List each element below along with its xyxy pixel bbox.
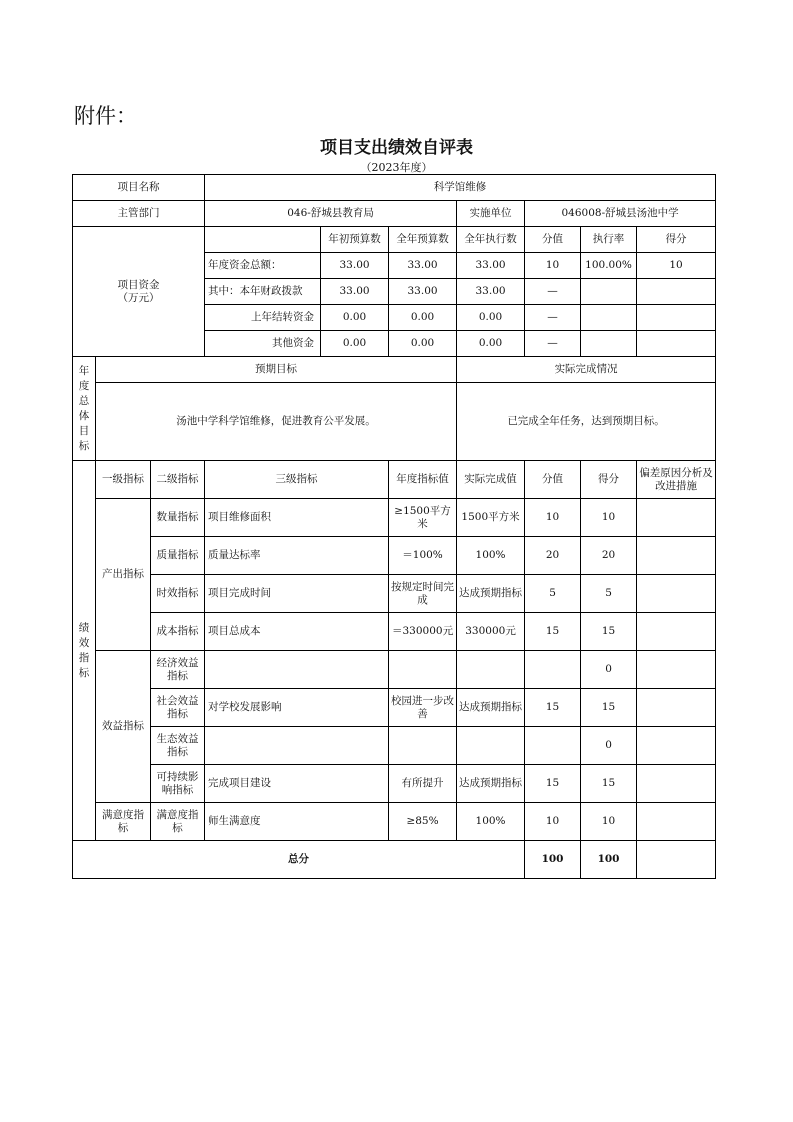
indicator-row	[73, 651, 716, 689]
score: 10	[581, 803, 637, 841]
score: 15	[581, 689, 637, 727]
funds-header-rate: 执行率	[581, 227, 637, 253]
level3-indicator	[205, 651, 389, 689]
header-score-value: 分值	[525, 461, 581, 499]
actual-value: 330000元	[457, 613, 525, 651]
actual-value: 达成预期指标	[457, 689, 525, 727]
funds-row-label: 上年结转资金	[205, 305, 321, 331]
score: 15	[581, 765, 637, 803]
level3-indicator: 完成项目建设	[205, 765, 389, 803]
score: 15	[581, 613, 637, 651]
score-value	[525, 651, 581, 689]
funds-header-executed: 全年执行数	[457, 227, 525, 253]
level2-indicator: 质量指标	[151, 537, 205, 575]
level3-indicator: 质量达标率	[205, 537, 389, 575]
actual-value: 达成预期指标	[457, 575, 525, 613]
target-value: ＝330000元	[389, 613, 457, 651]
score-value: 15	[525, 689, 581, 727]
indicator-row	[73, 689, 716, 727]
score: 10	[581, 499, 637, 537]
indicator-row	[73, 613, 716, 651]
funds-header-score: 得分	[637, 227, 716, 253]
level1-indicator: 产出指标	[96, 499, 151, 651]
deviation-reason	[637, 765, 716, 803]
header-actual: 实际完成值	[457, 461, 525, 499]
total-score: 100	[581, 841, 637, 879]
expected-goal-text: 汤池中学科学馆维修，促进教育公平发展。	[96, 383, 457, 461]
score-value: 10	[525, 499, 581, 537]
level3-indicator: 项目维修面积	[205, 499, 389, 537]
target-value: ＝100%	[389, 537, 457, 575]
project-name-value: 科学馆维修	[205, 175, 716, 201]
funds-initial: 33.00	[321, 279, 389, 305]
dept-label: 主管部门	[73, 201, 205, 227]
actual-value: 100%	[457, 537, 525, 575]
level2-indicator: 社会效益指标	[151, 689, 205, 727]
total-label: 总分	[73, 841, 525, 879]
annual-goal-header-row	[73, 357, 716, 383]
funds-header-annual: 全年预算数	[389, 227, 457, 253]
funds-rate: 100.00%	[581, 253, 637, 279]
total-score-value: 100	[525, 841, 581, 879]
indicator-row	[73, 537, 716, 575]
actual-completion-header: 实际完成情况	[457, 357, 716, 383]
indicator-row	[73, 765, 716, 803]
target-value: 按规定时间完成	[389, 575, 457, 613]
funds-rate	[581, 331, 637, 357]
annual-goal-label: 年 度 总 体 目 标	[73, 357, 96, 461]
funds-annual: 33.00	[389, 279, 457, 305]
level2-indicator: 可持续影响指标	[151, 765, 205, 803]
actual-completion-text: 已完成全年任务，达到预期目标。	[457, 383, 716, 461]
indicator-row	[73, 575, 716, 613]
funds-header-row	[73, 227, 716, 253]
target-value: 有所提升	[389, 765, 457, 803]
score-value: 15	[525, 613, 581, 651]
target-value: ≥85%	[389, 803, 457, 841]
deviation-reason	[637, 689, 716, 727]
funds-row-label: 其他资金	[205, 331, 321, 357]
header-level1: 一级指标	[96, 461, 151, 499]
target-value	[389, 727, 457, 765]
funds-label: 项目资金 （万元）	[73, 227, 205, 357]
impl-unit-label: 实施单位	[457, 201, 525, 227]
funds-executed: 0.00	[457, 331, 525, 357]
header-score: 得分	[581, 461, 637, 499]
actual-value	[457, 651, 525, 689]
deviation-reason	[637, 575, 716, 613]
funds-executed: 33.00	[457, 279, 525, 305]
level3-indicator: 对学校发展影响	[205, 689, 389, 727]
score-value: 20	[525, 537, 581, 575]
level3-indicator: 项目总成本	[205, 613, 389, 651]
performance-label: 绩 效 指 标	[73, 461, 96, 841]
score: 20	[581, 537, 637, 575]
score: 5	[581, 575, 637, 613]
level2-indicator: 成本指标	[151, 613, 205, 651]
level2-indicator: 满意度指标	[151, 803, 205, 841]
level2-indicator: 时效指标	[151, 575, 205, 613]
header-reason: 偏差原因分析及改进措施	[637, 461, 716, 499]
level2-indicator: 经济效益指标	[151, 651, 205, 689]
funds-score-value: 10	[525, 253, 581, 279]
score-value: 15	[525, 765, 581, 803]
level3-indicator	[205, 727, 389, 765]
level3-indicator: 师生满意度	[205, 803, 389, 841]
score-value: 5	[525, 575, 581, 613]
funds-header-initial: 年初预算数	[321, 227, 389, 253]
deviation-reason	[637, 651, 716, 689]
funds-score	[637, 279, 716, 305]
score: 0	[581, 651, 637, 689]
target-value: ≥1500平方米	[389, 499, 457, 537]
deviation-reason	[637, 727, 716, 765]
target-value	[389, 651, 457, 689]
target-value: 校园进一步改善	[389, 689, 457, 727]
funds-score	[637, 331, 716, 357]
funds-executed: 33.00	[457, 253, 525, 279]
level1-indicator: 效益指标	[96, 651, 151, 803]
dept-row	[73, 201, 716, 227]
funds-score-value: —	[525, 305, 581, 331]
score-value	[525, 727, 581, 765]
actual-value	[457, 727, 525, 765]
score: 0	[581, 727, 637, 765]
funds-initial: 0.00	[321, 331, 389, 357]
funds-header-blank	[205, 227, 321, 253]
deviation-reason	[637, 613, 716, 651]
funds-score: 10	[637, 253, 716, 279]
actual-value: 1500平方米	[457, 499, 525, 537]
indicator-row	[73, 727, 716, 765]
level1-indicator: 满意度指标	[96, 803, 151, 841]
funds-initial: 0.00	[321, 305, 389, 331]
deviation-reason	[637, 499, 716, 537]
deviation-reason	[637, 803, 716, 841]
indicator-row	[73, 803, 716, 841]
dept-value: 046-舒城县教育局	[205, 201, 457, 227]
actual-value: 100%	[457, 803, 525, 841]
score-value: 10	[525, 803, 581, 841]
performance-header-row	[73, 461, 716, 499]
total-reason	[637, 841, 716, 879]
total-row	[73, 841, 716, 879]
indicator-row	[73, 499, 716, 537]
funds-initial: 33.00	[321, 253, 389, 279]
funds-annual: 0.00	[389, 305, 457, 331]
attachment-label: 附件：	[74, 104, 137, 128]
annual-goal-row	[73, 383, 716, 461]
funds-score	[637, 305, 716, 331]
funds-rate	[581, 279, 637, 305]
header-level2: 二级指标	[151, 461, 205, 499]
funds-annual: 33.00	[389, 253, 457, 279]
deviation-reason	[637, 537, 716, 575]
project-name-row	[73, 175, 716, 201]
project-name-label: 项目名称	[73, 175, 205, 201]
funds-executed: 0.00	[457, 305, 525, 331]
year-label: （2023年度）	[360, 161, 433, 174]
impl-unit-value: 046008-舒城县汤池中学	[525, 201, 716, 227]
expected-goal-header: 预期目标	[96, 357, 457, 383]
header-level3: 三级指标	[205, 461, 389, 499]
funds-score-value: —	[525, 279, 581, 305]
funds-rate	[581, 305, 637, 331]
level3-indicator: 项目完成时间	[205, 575, 389, 613]
funds-annual: 0.00	[389, 331, 457, 357]
page-title: 项目支出绩效自评表	[320, 138, 473, 158]
funds-score-value: —	[525, 331, 581, 357]
self-evaluation-table	[72, 174, 716, 879]
level2-indicator: 数量指标	[151, 499, 205, 537]
funds-row-label: 其中：本年财政拨款	[205, 279, 321, 305]
level2-indicator: 生态效益指标	[151, 727, 205, 765]
actual-value: 达成预期指标	[457, 765, 525, 803]
funds-row-label: 年度资金总额：	[205, 253, 321, 279]
funds-header-score-value: 分值	[525, 227, 581, 253]
header-target: 年度指标值	[389, 461, 457, 499]
